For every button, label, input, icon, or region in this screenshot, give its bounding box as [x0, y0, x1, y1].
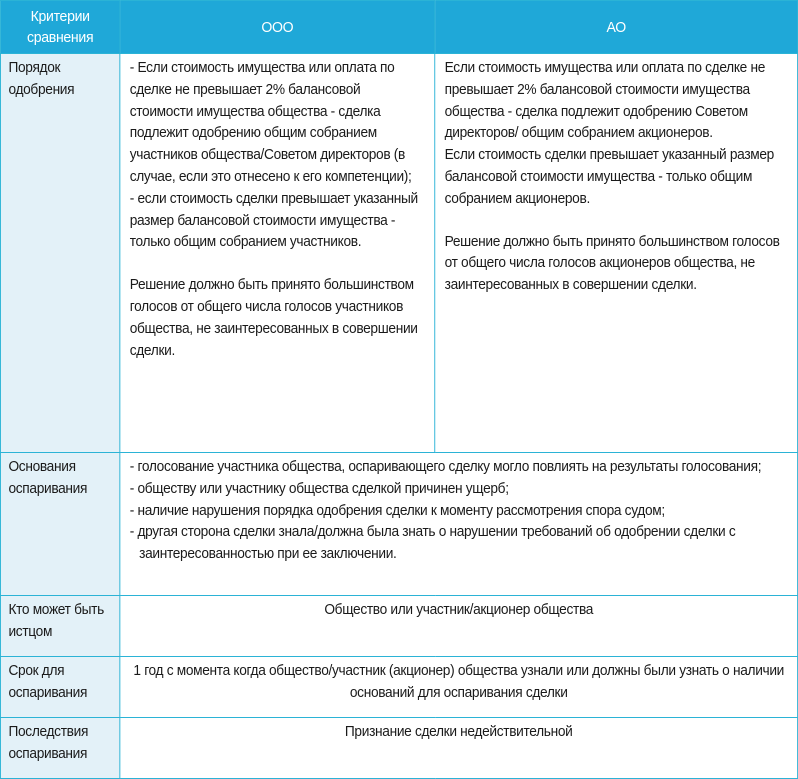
spacer — [445, 211, 788, 232]
spacer — [130, 254, 425, 275]
header-ooo: ООО — [120, 1, 435, 54]
criterion-cell: Основания оспаривания — [0, 453, 119, 596]
plaintiff-cell: Общество или участник/акционер общества — [120, 596, 798, 657]
table-row-plaintiff — [0, 596, 797, 657]
criterion-cell: Кто может быть истцом — [0, 596, 119, 657]
ooo-approval-para-2: - если стоимость сделки превышает указанный размер балансовой стоимости имущества - только общим собранием участников. — [129, 190, 418, 251]
table-row-term — [0, 657, 797, 718]
criterion-cell: Срок для оспаривания — [0, 657, 119, 718]
table-row-grounds — [0, 453, 797, 596]
ooo-approval-cell — [120, 54, 435, 453]
grounds-item: - обществу или участнику общества сделкой причинен ущерб; — [129, 480, 509, 497]
consequences-cell: Признание сделки недействительной — [120, 718, 798, 779]
header-criteria: Критерии сравнения — [0, 1, 119, 54]
criterion-cell: Порядок одобрения — [0, 54, 119, 453]
ao-approval-para-3: Решение должно быть принято большинством голосов от общего числа голосов акционеров общества, не заинтересованных в совершении сделки. — [444, 233, 780, 294]
term-cell: 1 год с момента когда общество/участник (акционер) общества узнали или должны были узнать о наличии оснований для оспаривания сделки — [120, 657, 798, 718]
table-row-approval — [0, 54, 797, 453]
header-ao: АО — [435, 1, 798, 54]
grounds-item: - наличие нарушения порядка одобрения сделки к моменту рассмотрения спора судом; — [129, 502, 665, 519]
ao-approval-cell — [435, 54, 798, 453]
table-row-consequences — [0, 718, 797, 779]
criterion-cell: Последствия оспаривания — [0, 718, 119, 779]
header-row — [0, 1, 797, 54]
grounds-item: - голосование участника общества, оспаривающего сделку могло повлиять на результаты голосования; — [129, 459, 762, 475]
ao-approval-para-1: Если стоимость имущества или оплата по сделке не превышает 2% балансовой стоимости имущества общества - сделка подлежит одобрению Советом директоров/ общим собранием акционеров. — [444, 60, 766, 142]
ao-approval-para-2: Если стоимость сделки превышает указанный размер балансовой стоимости имущества - только общим собранием акционеров. — [444, 147, 774, 207]
ooo-approval-para-1: - Если стоимость имущества или оплата по сделке не превышает 2% балансовой стоимости имущества общества - сделка подлежит одобрению общим собранием участников общества/Советом директоров (в случае, если это отнесено к его компетенции); — [129, 60, 412, 185]
grounds-cell — [120, 453, 798, 596]
ooo-approval-para-3: Решение должно быть принято большинством голосов от общего числа голосов участников общества, не заинтересованных в совершении сделки. — [129, 277, 418, 359]
grounds-item: - другая сторона сделки знала/должна была знать о нарушении требований об одобрении сделки с заинтересованностью при ее заключении. — [129, 524, 736, 563]
